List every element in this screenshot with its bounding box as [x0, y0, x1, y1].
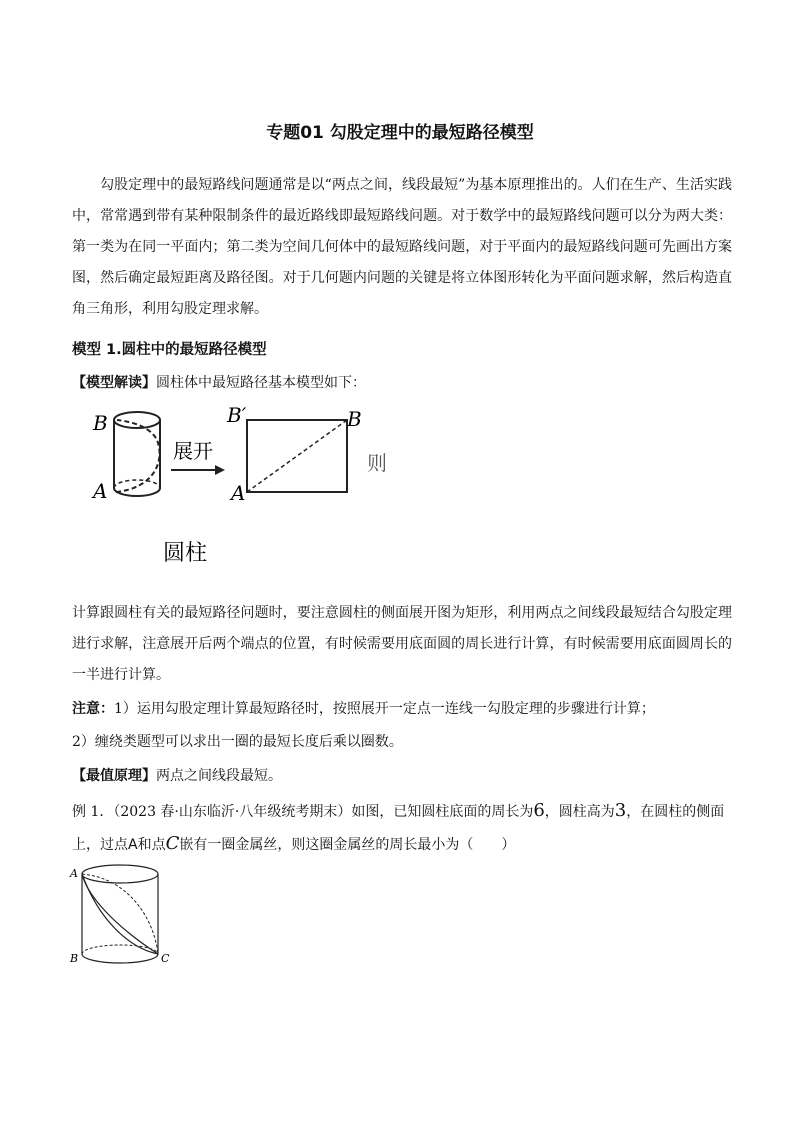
principle-label: 【最值原理】: [72, 768, 156, 784]
example-line-2: [72, 833, 732, 854]
example-prefix: 例 1．（2023 春·山东临沂·八年级统考期末）如图，已知圆柱底面的周长为: [72, 804, 534, 820]
point-c: C: [165, 833, 180, 854]
example-line2-b: 和点: [137, 837, 166, 853]
example-line2-a: 上，过点: [72, 837, 128, 853]
model-explain-text: 圆柱体中最短路径基本模型如下：: [156, 375, 366, 391]
height-value: 3: [614, 800, 627, 821]
fig2-label-a: A: [70, 867, 78, 880]
model-explain-line: [72, 372, 366, 392]
model-1-heading: 模型 1.圆柱中的最短路径模型: [72, 342, 267, 358]
cylinder-label-b: B: [93, 411, 108, 435]
note-text-1: 1）运用勾股定理计算最短路径时，按照展开一定点一连线一勾股定理的步骤进行计算；: [114, 701, 655, 717]
example-mid: ，圆柱高为: [544, 804, 615, 820]
perimeter-value: 6: [533, 800, 545, 821]
unfold-arrow-text: 展开: [173, 439, 213, 463]
rect-label-a: A: [231, 481, 246, 505]
example-suffix: ，在圆柱的侧面: [626, 804, 725, 820]
example-line2-c: 嵌有一圈金属丝，则这圈金属丝的周长最小为（ ）: [179, 837, 516, 853]
rect-label-b: B: [347, 407, 362, 431]
note-line-1: [72, 698, 655, 718]
calc-paragraph: 计算跟圆柱有关的最短路径问题时，要注意圆柱的侧面展开图为矩形，利用两点之间线段最短结合勾股定理进行求解，注意展开后两个端点的位置，有时候需要用底面圆的周长进行计算，有时候需要用底面圆周长的一半进行计算。: [72, 605, 732, 683]
intro-paragraph: 勾股定理中的最短路线问题通常是以“两点之间，线段最短”为基本原理推出的。人们在生产、生活实践中，常常遇到带有某种限制条件的最近路线即最短路线问题。对于数学中的最短路线问题可以分为两大类：第一类为在同一平面内；第二类为空间几何体中的最短路线问题，对于平面内的最短路线问题可先画出方案图，然后确定最短距离及路径图。对于几何题内问题的关键是将立体图形转化为平面问题求解，然后构造直角三角形，利用勾股定理求解。: [72, 177, 732, 317]
note-line-2: 2）缠绕类题型可以求出一圈的最短长度后乘以圈数。: [72, 734, 403, 750]
example-cylinder-figure: [68, 858, 188, 970]
note-label: 注意：: [72, 701, 114, 717]
example-line-1: [72, 800, 732, 821]
cut-off-char: 则: [367, 451, 387, 475]
principle-line: [72, 765, 282, 785]
point-a: A: [128, 837, 138, 853]
cylinder-label-a: A: [93, 479, 108, 503]
figure-caption: 圆柱: [163, 541, 208, 566]
principle-text: 两点之间线段最短。: [156, 768, 282, 784]
model-explain-label: 【模型解读】: [72, 375, 156, 391]
fig2-label-b: B: [70, 952, 79, 965]
page-title: 专题01 勾股定理中的最短路径模型: [266, 123, 534, 143]
rect-label-b-prime: B′: [227, 403, 247, 427]
cylinder-unfold-figure: [85, 400, 415, 580]
fig2-label-c: C: [161, 952, 170, 965]
